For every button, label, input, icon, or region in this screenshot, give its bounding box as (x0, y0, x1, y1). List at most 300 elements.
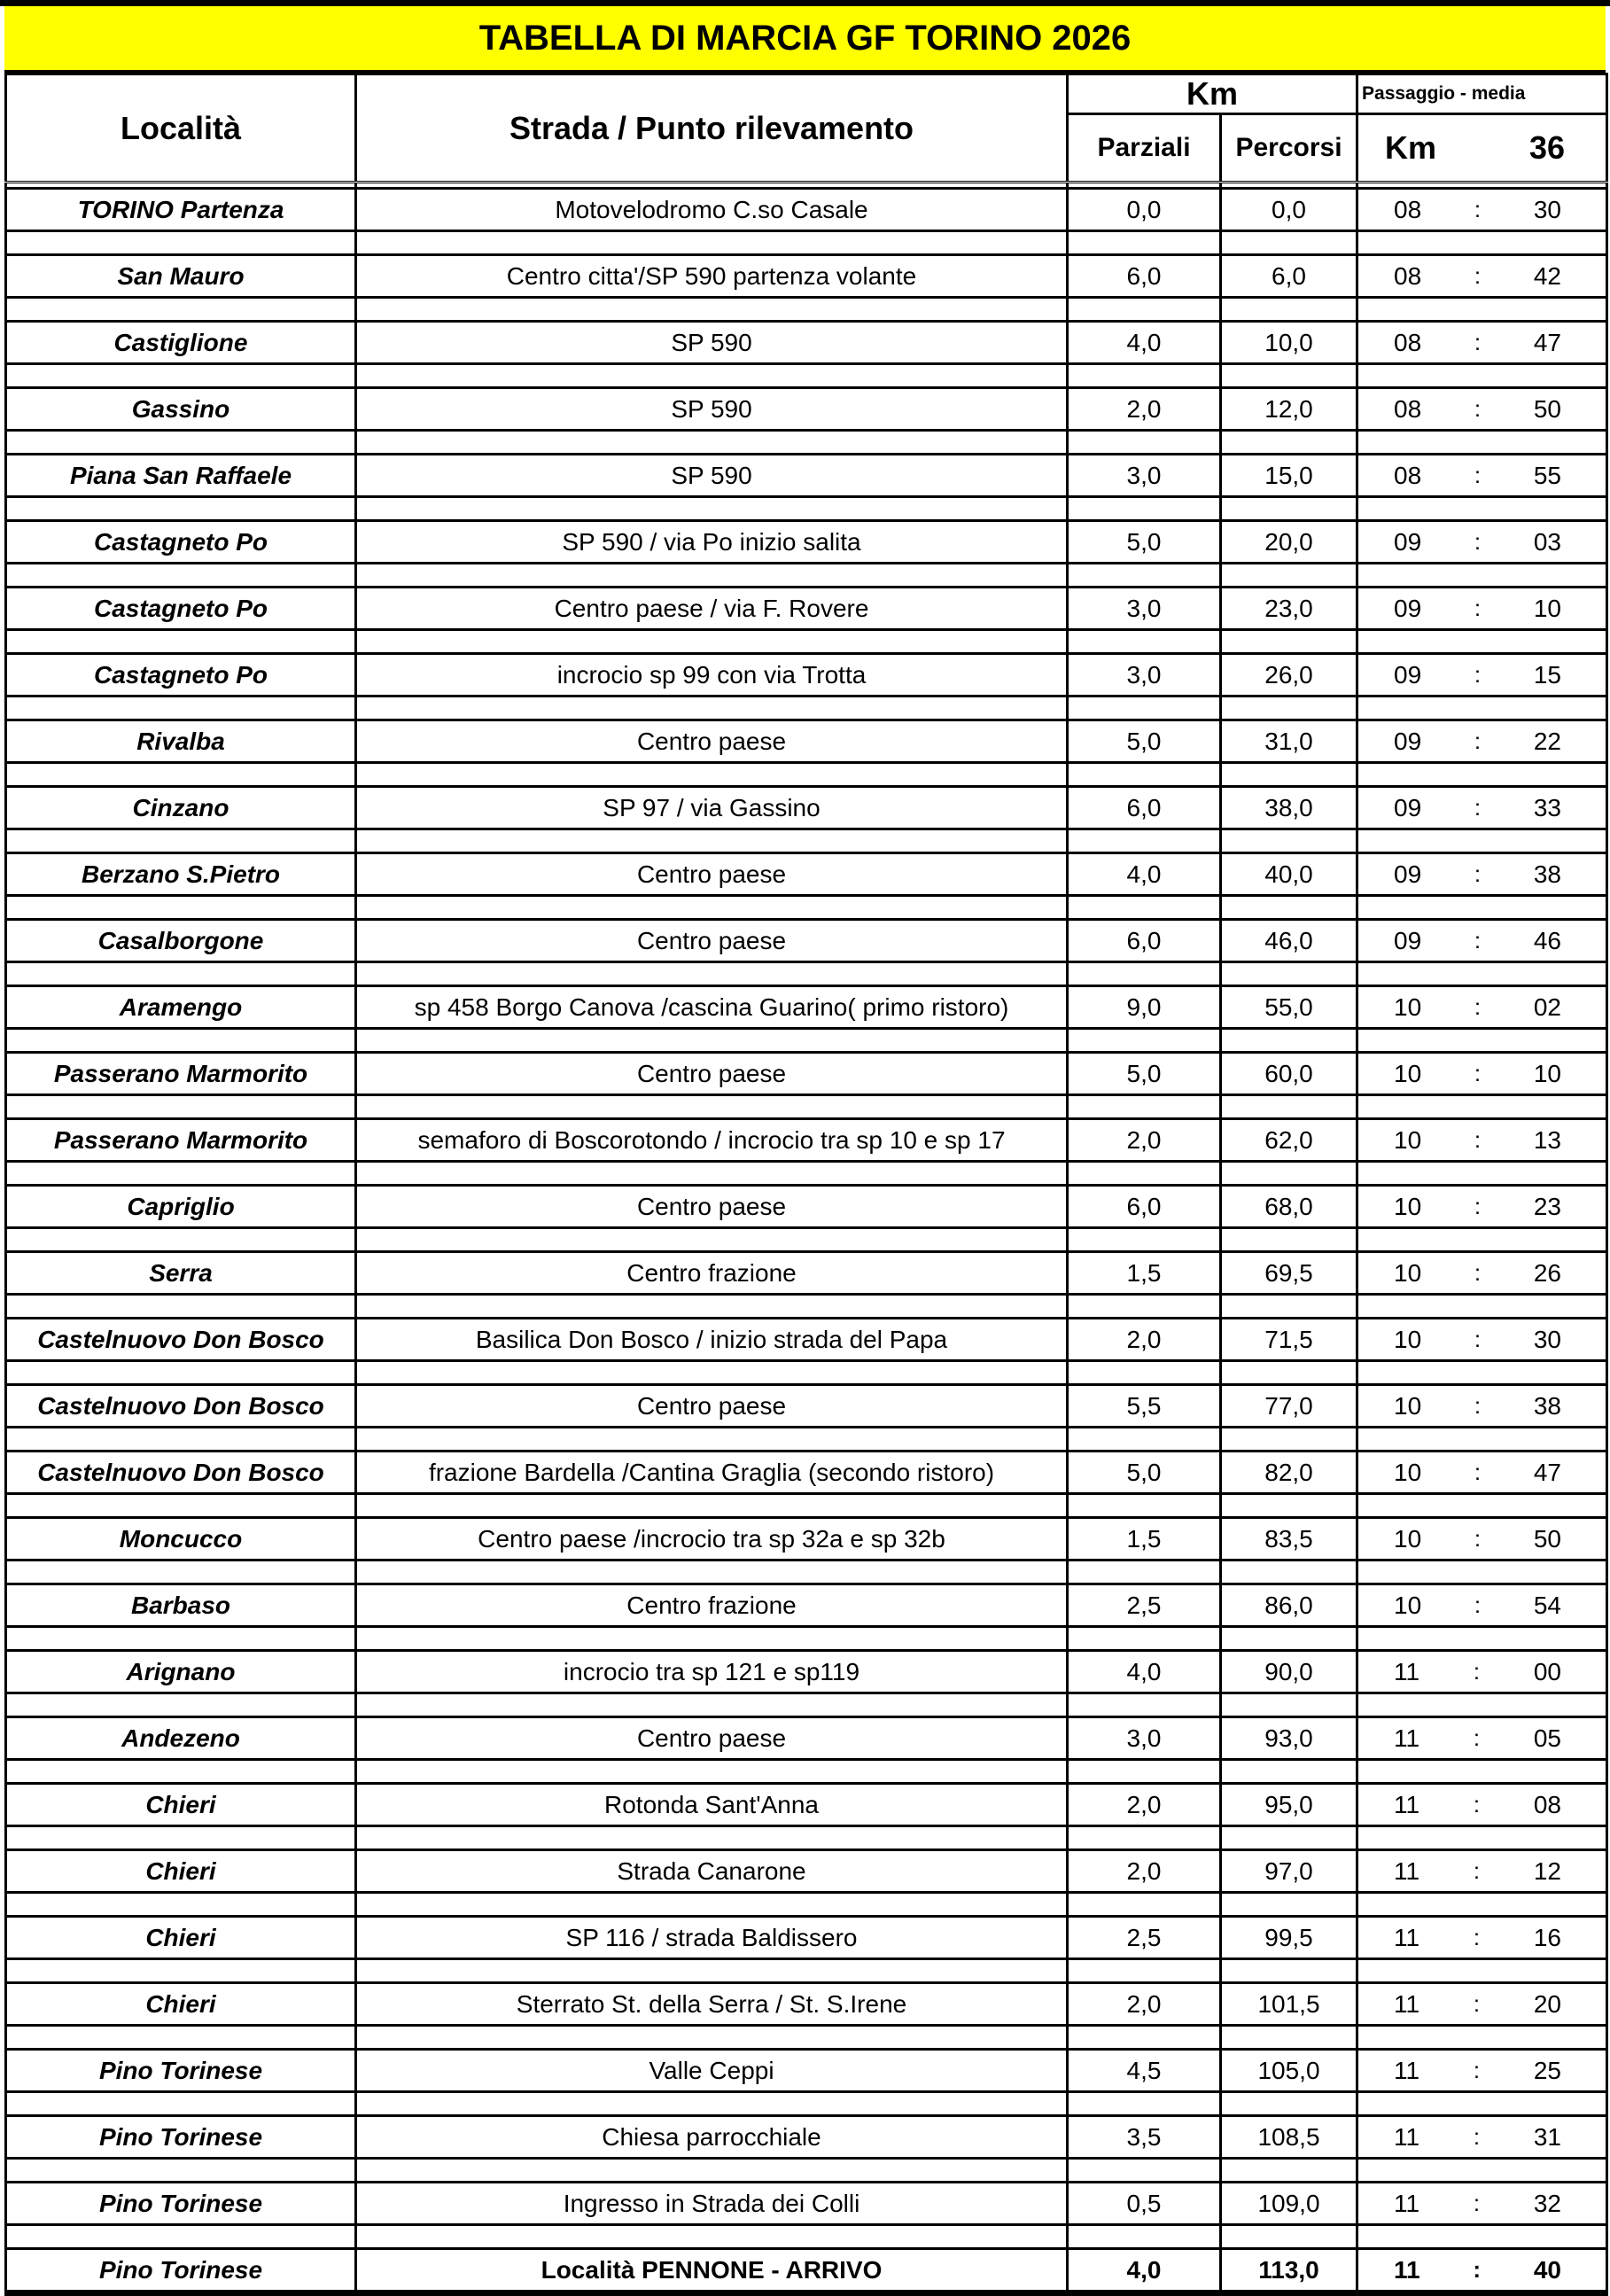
cell-parziali: 2,5 (1068, 1584, 1221, 1627)
time-separator: : (1473, 2123, 1481, 2150)
time-separator: : (1473, 2057, 1481, 2083)
time-hours: 10 (1394, 992, 1422, 1021)
table-row (6, 1518, 1607, 1561)
spacer-row (6, 1494, 1607, 1518)
time-separator: : (1474, 462, 1482, 488)
spacer-row (6, 1361, 1607, 1385)
time-minutes: 30 (1533, 195, 1561, 223)
time-minutes: 46 (1533, 926, 1561, 954)
cell-localita: Casalborgone (6, 920, 356, 962)
cell-passaggio (1357, 853, 1607, 896)
spacer-row (6, 1693, 1607, 1717)
time-separator: : (1474, 728, 1482, 754)
cell-localita: Gassino (6, 388, 356, 431)
cell-passaggio (1357, 322, 1607, 364)
cell-strada: incrocio tra sp 121 e sp119 (356, 1651, 1068, 1693)
time-minutes: 47 (1533, 1458, 1561, 1486)
time-minutes: 03 (1533, 527, 1561, 556)
spacer-row (6, 1295, 1607, 1319)
time-minutes: 10 (1533, 1059, 1561, 1087)
cell-passaggio (1357, 255, 1607, 298)
cell-localita: Castiglione (6, 322, 356, 364)
time-separator: : (1474, 1592, 1482, 1618)
cell-parziali: 5,0 (1068, 1053, 1221, 1095)
cell-parziali: 0,0 (1068, 189, 1221, 231)
cell-parziali: 1,5 (1068, 1518, 1221, 1561)
time-minutes: 50 (1533, 1524, 1561, 1553)
time-minutes: 02 (1533, 992, 1561, 1021)
time-hours: 08 (1394, 261, 1422, 290)
cell-strada: Centro paese (356, 1385, 1068, 1428)
cell-passaggio (1357, 521, 1607, 564)
header-media-value: 36 (1528, 129, 1566, 166)
time-minutes: 15 (1533, 660, 1561, 689)
table-row (6, 787, 1607, 829)
cell-localita: Castelnuovo Don Bosco (6, 1319, 356, 1361)
spacer-row (6, 2092, 1607, 2116)
time-separator: : (1474, 1326, 1482, 1352)
page-title: TABELLA DI MARCIA GF TORINO 2026 (4, 6, 1606, 73)
spacer-row (6, 364, 1607, 388)
time-hours: 11 (1394, 1923, 1420, 1951)
cell-passaggio (1357, 1252, 1607, 1295)
table-row (6, 455, 1607, 497)
cell-strada: Valle Ceppi (356, 2050, 1068, 2092)
spacer-row (6, 564, 1607, 588)
cell-percorsi: 0,0 (1221, 189, 1357, 231)
cell-passaggio (1357, 1186, 1607, 1228)
cell-passaggio (1357, 1119, 1607, 1162)
cell-passaggio (1357, 1452, 1607, 1494)
cell-passaggio (1357, 1850, 1607, 1893)
time-hours: 08 (1394, 394, 1422, 423)
time-minutes: 20 (1533, 1989, 1562, 2018)
header-parziali: Parziali (1068, 114, 1221, 183)
time-minutes: 13 (1533, 1125, 1561, 1154)
cell-strada: frazione Bardella /Cantina Graglia (secondo ristoro) (356, 1452, 1068, 1494)
cell-percorsi: 23,0 (1221, 588, 1357, 630)
time-hours: 10 (1394, 1258, 1422, 1287)
time-separator: : (1473, 1990, 1481, 2017)
cell-percorsi: 15,0 (1221, 455, 1357, 497)
cell-localita: Capriglio (6, 1186, 356, 1228)
cell-passaggio (1357, 920, 1607, 962)
table-row (6, 720, 1607, 763)
table-row (6, 853, 1607, 896)
cell-percorsi: 26,0 (1221, 654, 1357, 697)
cell-passaggio (1357, 1385, 1607, 1428)
cell-localita: Castelnuovo Don Bosco (6, 1385, 356, 1428)
cell-passaggio (1357, 654, 1607, 697)
cell-parziali: 0,5 (1068, 2183, 1221, 2225)
cell-localita: Piana San Raffaele (6, 455, 356, 497)
time-separator: : (1474, 1259, 1482, 1286)
table-row (6, 986, 1607, 1029)
cell-passaggio (1357, 588, 1607, 630)
time-separator: : (1474, 1459, 1482, 1485)
cell-parziali: 1,5 (1068, 1252, 1221, 1295)
cell-parziali: 3,0 (1068, 455, 1221, 497)
cell-percorsi: 69,5 (1221, 1252, 1357, 1295)
time-separator: : (1474, 927, 1482, 953)
time-hours: 09 (1394, 660, 1422, 689)
spacer-row (6, 431, 1607, 455)
cell-parziali: 5,5 (1068, 1385, 1221, 1428)
time-minutes: 40 (1533, 2255, 1562, 2284)
cell-percorsi: 10,0 (1221, 322, 1357, 364)
time-hours: 10 (1394, 1458, 1422, 1486)
table-row (6, 1319, 1607, 1361)
time-minutes: 50 (1533, 394, 1561, 423)
cell-localita: Aramengo (6, 986, 356, 1029)
cell-localita: Castelnuovo Don Bosco (6, 1452, 356, 1494)
time-separator: : (1474, 794, 1482, 821)
cell-strada: Centro paese / via F. Rovere (356, 588, 1068, 630)
time-hours: 08 (1394, 328, 1422, 356)
table-row (6, 189, 1607, 231)
time-separator: : (1474, 1126, 1482, 1153)
cell-localita: Castagneto Po (6, 588, 356, 630)
cell-strada: Chiesa parrocchiale (356, 2116, 1068, 2159)
time-hours: 09 (1394, 860, 1422, 888)
schedule-table-container (4, 73, 1606, 2296)
header-localita: Località (6, 74, 356, 183)
cell-parziali: 4,0 (1068, 322, 1221, 364)
cell-parziali: 9,0 (1068, 986, 1221, 1029)
time-hours: 10 (1394, 1391, 1422, 1420)
cell-parziali: 2,0 (1068, 1784, 1221, 1826)
cell-passaggio (1357, 1917, 1607, 1959)
cell-parziali: 2,0 (1068, 1983, 1221, 2026)
time-separator: : (1474, 860, 1482, 887)
time-hours: 10 (1394, 1591, 1422, 1619)
table-row (6, 521, 1607, 564)
cell-strada: Centro paese (356, 853, 1068, 896)
table-row (6, 1850, 1607, 1893)
cell-localita: Arignano (6, 1651, 356, 1693)
time-minutes: 55 (1533, 461, 1561, 489)
cell-localita: Cinzano (6, 787, 356, 829)
schedule-table (4, 73, 1608, 2296)
table-row (6, 654, 1607, 697)
cell-percorsi: 82,0 (1221, 1452, 1357, 1494)
cell-strada: Basilica Don Bosco / inizio strada del Papa (356, 1319, 1068, 1361)
cell-parziali: 2,0 (1068, 1119, 1221, 1162)
cell-percorsi: 40,0 (1221, 853, 1357, 896)
spacer-row (6, 231, 1607, 255)
cell-passaggio (1357, 2183, 1607, 2225)
table-row (6, 1784, 1607, 1826)
time-hours: 10 (1394, 1325, 1422, 1353)
spacer-row (6, 763, 1607, 787)
time-minutes: 42 (1533, 261, 1561, 290)
cell-parziali: 4,5 (1068, 2050, 1221, 2092)
cell-strada: Rotonda Sant'Anna (356, 1784, 1068, 1826)
cell-localita: Rivalba (6, 720, 356, 763)
cell-strada: Centro citta'/SP 590 partenza volante (356, 255, 1068, 298)
cell-strada: SP 590 / via Po inizio salita (356, 521, 1068, 564)
spacer-row (6, 1095, 1607, 1119)
spacer-row (6, 1428, 1607, 1452)
cell-percorsi: 6,0 (1221, 255, 1357, 298)
cell-localita: Castagneto Po (6, 654, 356, 697)
time-hours: 09 (1394, 926, 1422, 954)
cell-passaggio (1357, 189, 1607, 231)
table-row (6, 1983, 1607, 2026)
cell-parziali: 6,0 (1068, 1186, 1221, 1228)
cell-localita: Chieri (6, 1917, 356, 1959)
time-minutes: 54 (1533, 1591, 1561, 1619)
cell-parziali: 2,5 (1068, 1917, 1221, 1959)
spacer-row (6, 1893, 1607, 1917)
cell-passaggio (1357, 1584, 1607, 1627)
cell-parziali: 3,0 (1068, 654, 1221, 697)
cell-localita: Passerano Marmorito (6, 1053, 356, 1095)
cell-percorsi: 97,0 (1221, 1850, 1357, 1893)
time-separator: : (1474, 329, 1482, 355)
spacer-row (6, 497, 1607, 521)
cell-strada: Centro paese (356, 1186, 1068, 1228)
time-separator: : (1474, 528, 1482, 555)
cell-strada: SP 116 / strada Baldissero (356, 1917, 1068, 1959)
header-media (1357, 114, 1607, 183)
cell-strada: Ingresso in Strada dei Colli (356, 2183, 1068, 2225)
cell-strada: Centro paese (356, 1053, 1068, 1095)
time-minutes: 12 (1533, 1856, 1562, 1885)
cell-percorsi: 77,0 (1221, 1385, 1357, 1428)
cell-percorsi: 38,0 (1221, 787, 1357, 829)
cell-percorsi: 83,5 (1221, 1518, 1357, 1561)
time-separator: : (1474, 1392, 1482, 1419)
cell-percorsi: 101,5 (1221, 1983, 1357, 2026)
cell-localita: Moncucco (6, 1518, 356, 1561)
table-row (6, 2050, 1607, 2092)
time-minutes: 00 (1533, 1657, 1562, 1685)
time-minutes: 38 (1533, 860, 1561, 888)
spacer-row (6, 1627, 1607, 1651)
time-hours: 11 (1394, 1724, 1420, 1752)
cell-percorsi: 31,0 (1221, 720, 1357, 763)
table-row (6, 1186, 1607, 1228)
cell-passaggio (1357, 1717, 1607, 1760)
time-separator: : (1474, 196, 1482, 222)
time-separator: : (1474, 1525, 1482, 1552)
time-hours: 11 (1394, 2056, 1420, 2084)
spacer-row (6, 1162, 1607, 1186)
cell-passaggio (1357, 787, 1607, 829)
cell-passaggio (1357, 2249, 1607, 2293)
cell-percorsi: 93,0 (1221, 1717, 1357, 1760)
time-minutes: 26 (1533, 1258, 1561, 1287)
cell-percorsi: 105,0 (1221, 2050, 1357, 2092)
cell-passaggio (1357, 1983, 1607, 2026)
cell-percorsi: 46,0 (1221, 920, 1357, 962)
header-separator (6, 183, 1607, 189)
time-separator: : (1473, 1658, 1481, 1685)
table-row (6, 322, 1607, 364)
cell-localita: Serra (6, 1252, 356, 1295)
cell-percorsi: 108,5 (1221, 2116, 1357, 2159)
cell-localita: Passerano Marmorito (6, 1119, 356, 1162)
table-row (6, 1053, 1607, 1095)
cell-localita: Andezeno (6, 1717, 356, 1760)
time-separator: : (1473, 1857, 1481, 1884)
cell-strada: Centro paese (356, 920, 1068, 962)
time-hours: 10 (1394, 1524, 1422, 1553)
time-separator: : (1474, 661, 1482, 688)
cell-percorsi: 109,0 (1221, 2183, 1357, 2225)
table-row (6, 1917, 1607, 1959)
cell-strada: SP 590 (356, 322, 1068, 364)
cell-percorsi: 12,0 (1221, 388, 1357, 431)
cell-passaggio (1357, 388, 1607, 431)
spacer-row (6, 1029, 1607, 1053)
cell-percorsi: 113,0 (1221, 2249, 1357, 2293)
cell-passaggio (1357, 1319, 1607, 1361)
time-minutes: 16 (1533, 1923, 1562, 1951)
cell-parziali: 4,0 (1068, 853, 1221, 896)
cell-strada: Sterrato St. della Serra / St. S.Irene (356, 1983, 1068, 2026)
time-separator: : (1473, 1791, 1481, 1817)
cell-localita: Pino Torinese (6, 2116, 356, 2159)
cell-parziali: 5,0 (1068, 1452, 1221, 1494)
time-hours: 11 (1394, 2189, 1420, 2217)
time-minutes: 05 (1533, 1724, 1562, 1752)
cell-percorsi: 62,0 (1221, 1119, 1357, 1162)
time-minutes: 47 (1533, 328, 1561, 356)
table-row (6, 1651, 1607, 1693)
table-row (6, 1252, 1607, 1295)
time-hours: 11 (1394, 1989, 1420, 2018)
time-minutes: 25 (1533, 2056, 1562, 2084)
cell-percorsi: 95,0 (1221, 1784, 1357, 1826)
spacer-row (6, 2225, 1607, 2249)
cell-parziali: 5,0 (1068, 521, 1221, 564)
time-hours: 09 (1394, 727, 1422, 755)
cell-localita: TORINO Partenza (6, 189, 356, 231)
time-hours: 11 (1394, 1657, 1420, 1685)
spacer-row (6, 1561, 1607, 1584)
cell-strada: SP 97 / via Gassino (356, 787, 1068, 829)
cell-percorsi: 68,0 (1221, 1186, 1357, 1228)
cell-strada: semaforo di Boscorotondo / incrocio tra sp 10 e sp 17 (356, 1119, 1068, 1162)
spacer-row (6, 630, 1607, 654)
cell-passaggio (1357, 720, 1607, 763)
cell-passaggio (1357, 1651, 1607, 1693)
cell-passaggio (1357, 1784, 1607, 1826)
cell-passaggio (1357, 455, 1607, 497)
time-hours: 10 (1394, 1125, 1422, 1154)
spacer-row (6, 896, 1607, 920)
time-hours: 09 (1394, 793, 1422, 821)
time-minutes: 32 (1533, 2189, 1562, 2217)
time-separator: : (1474, 1193, 1482, 1219)
cell-parziali: 6,0 (1068, 255, 1221, 298)
cell-strada: Strada Canarone (356, 1850, 1068, 1893)
time-minutes: 30 (1533, 1325, 1561, 1353)
cell-strada: Centro frazione (356, 1252, 1068, 1295)
time-hours: 11 (1394, 2255, 1420, 2284)
spacer-row (6, 962, 1607, 986)
table-row (6, 1717, 1607, 1760)
cell-percorsi: 99,5 (1221, 1917, 1357, 1959)
cell-localita: San Mauro (6, 255, 356, 298)
time-hours: 11 (1394, 2122, 1420, 2151)
header-km: Km (1068, 74, 1357, 114)
cell-parziali: 6,0 (1068, 920, 1221, 962)
time-minutes: 38 (1533, 1391, 1561, 1420)
cell-strada: Centro paese /incrocio tra sp 32a e sp 32b (356, 1518, 1068, 1561)
cell-passaggio (1357, 2116, 1607, 2159)
spacer-row (6, 1228, 1607, 1252)
time-separator: : (1474, 1060, 1482, 1086)
spacer-row (6, 697, 1607, 720)
table-row (6, 1584, 1607, 1627)
cell-parziali: 2,0 (1068, 1850, 1221, 1893)
time-minutes: 23 (1533, 1192, 1561, 1220)
cell-percorsi: 86,0 (1221, 1584, 1357, 1627)
table-row (6, 588, 1607, 630)
cell-percorsi: 71,5 (1221, 1319, 1357, 1361)
time-separator: : (1473, 1724, 1481, 1751)
table-row (6, 1119, 1607, 1162)
cell-passaggio (1357, 1518, 1607, 1561)
spacer-row (6, 1959, 1607, 1983)
time-separator: : (1474, 993, 1482, 1020)
table-row (6, 255, 1607, 298)
cell-parziali: 4,0 (1068, 1651, 1221, 1693)
cell-localita: Pino Torinese (6, 2249, 356, 2293)
table-row (6, 2183, 1607, 2225)
time-separator: : (1473, 2256, 1482, 2283)
cell-parziali: 6,0 (1068, 787, 1221, 829)
time-hours: 11 (1394, 1790, 1420, 1818)
header-km-label: Km (1385, 129, 1437, 166)
cell-strada: SP 590 (356, 388, 1068, 431)
time-separator: : (1474, 395, 1482, 422)
cell-parziali: 2,0 (1068, 1319, 1221, 1361)
cell-percorsi: 55,0 (1221, 986, 1357, 1029)
cell-parziali: 3,0 (1068, 1717, 1221, 1760)
table-row (6, 2249, 1607, 2293)
spacer-row (6, 298, 1607, 322)
cell-localita: Berzano S.Pietro (6, 853, 356, 896)
cell-localita: Pino Torinese (6, 2183, 356, 2225)
cell-passaggio (1357, 1053, 1607, 1095)
spacer-row (6, 1760, 1607, 1784)
time-minutes: 22 (1533, 727, 1561, 755)
cell-parziali: 3,5 (1068, 2116, 1221, 2159)
cell-parziali: 3,0 (1068, 588, 1221, 630)
cell-localita: Chieri (6, 1784, 356, 1826)
table-row (6, 388, 1607, 431)
cell-localita: Castagneto Po (6, 521, 356, 564)
cell-passaggio (1357, 2050, 1607, 2092)
spacer-row (6, 829, 1607, 853)
cell-strada: Centro frazione (356, 1584, 1068, 1627)
time-hours: 09 (1394, 527, 1422, 556)
table-row (6, 1385, 1607, 1428)
cell-passaggio (1357, 986, 1607, 1029)
cell-parziali: 5,0 (1068, 720, 1221, 763)
cell-parziali: 4,0 (1068, 2249, 1221, 2293)
time-minutes: 10 (1533, 594, 1561, 622)
time-hours: 10 (1394, 1059, 1422, 1087)
cell-strada: Motovelodromo C.so Casale (356, 189, 1068, 231)
spacer-row (6, 1826, 1607, 1850)
cell-strada: sp 458 Borgo Canova /cascina Guarino( primo ristoro) (356, 986, 1068, 1029)
cell-localita: Barbaso (6, 1584, 356, 1627)
